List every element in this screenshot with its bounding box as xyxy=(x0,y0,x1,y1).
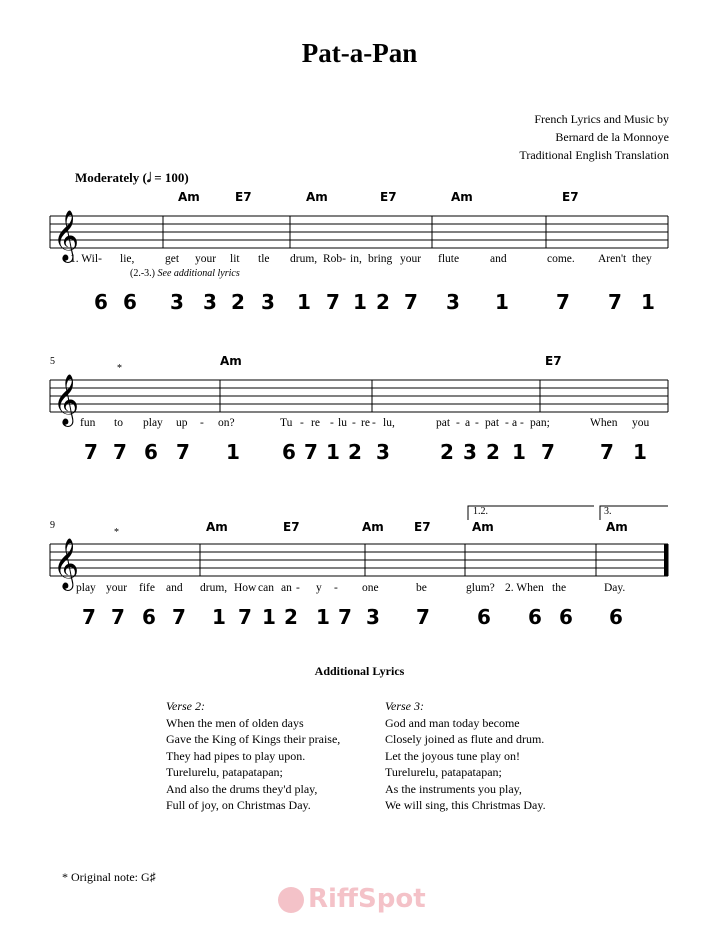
numbered-note: 2 xyxy=(284,605,298,629)
lyric-syllable: - xyxy=(330,417,334,429)
numbered-note: 3 xyxy=(170,290,184,314)
lyric-syllable: your xyxy=(400,253,422,265)
verse-3-line: We will sing, this Christmas Day. xyxy=(385,798,546,812)
numbered-note: 6 xyxy=(528,605,542,629)
lyric-syllable: Aren't xyxy=(598,253,627,265)
lyric-syllable: re xyxy=(311,417,320,429)
ending-3-label: 3. xyxy=(604,506,612,517)
chord-symbol: Am xyxy=(606,520,628,534)
lyric-syllable: drum, xyxy=(200,582,228,594)
verse-3-line: God and man today become xyxy=(385,715,520,730)
numbered-note: 7 xyxy=(172,605,186,629)
numbered-note: 2 xyxy=(440,440,454,464)
footnote: * Original note: G♯ xyxy=(62,870,156,884)
chord-symbol: E7 xyxy=(562,190,579,204)
treble-clef-icon: 𝄞 xyxy=(53,538,80,589)
verse-note xyxy=(130,268,240,279)
numbered-note: 7 xyxy=(608,290,622,314)
verse-2-line: They had pipes to play upon. xyxy=(166,748,306,763)
lyric-syllable: up xyxy=(176,417,188,429)
chord-symbol: E7 xyxy=(235,190,252,204)
logo-text: RiffSpot xyxy=(308,884,426,914)
verse-3-heading: Verse 3: xyxy=(385,699,424,713)
chord-symbol: E7 xyxy=(380,190,397,204)
numbered-note: 3 xyxy=(203,290,217,314)
numbered-note: 7 xyxy=(404,290,418,314)
treble-clef-icon: 𝄞 xyxy=(53,210,80,261)
final-barline xyxy=(664,544,668,576)
lyric-syllable: - xyxy=(200,417,204,429)
numbered-note: 6 xyxy=(94,290,108,314)
chord-symbol: Am xyxy=(362,520,384,534)
verse-3-line: As the instruments you play, xyxy=(385,781,522,796)
credit-line-3: Traditional English Translation xyxy=(519,148,669,162)
lyric-syllable: can xyxy=(258,582,274,594)
lyric-syllable: pan; xyxy=(530,417,550,429)
lyric-syllable: lu xyxy=(338,417,347,429)
lyric-syllable: be xyxy=(416,582,427,594)
numbered-note: 6 xyxy=(282,440,296,464)
additional-lyrics-title: Additional Lyrics xyxy=(314,664,405,678)
lyric-syllable: re xyxy=(361,417,370,429)
lyric-syllable: pat xyxy=(436,417,451,429)
asterisk-mark-1: * xyxy=(117,363,122,374)
numbered-note: 2 xyxy=(348,440,362,464)
numbered-note: 7 xyxy=(600,440,614,464)
tempo-label: Moderately xyxy=(75,170,140,185)
lyric-syllable: glum? xyxy=(466,582,495,594)
verse-note-italic: See additional lyrics xyxy=(157,268,240,279)
lyric-syllable: to xyxy=(114,417,123,429)
lyric-syllable: an xyxy=(281,582,292,594)
lyric-syllable: play xyxy=(143,417,163,429)
numbered-note: 7 xyxy=(82,605,96,629)
numbered-note: 6 xyxy=(123,290,137,314)
chord-symbol: Am xyxy=(472,520,494,534)
verse-3-line: Closely joined as flute and drum. xyxy=(385,732,545,746)
lyric-syllable: come. xyxy=(547,253,575,265)
numbered-note: 7 xyxy=(238,605,252,629)
lyric-syllable: - xyxy=(334,582,338,594)
tempo-mark: (𝅗𝅥 = 100) xyxy=(142,170,189,185)
verse-2-heading: Verse 2: xyxy=(166,699,205,713)
lyric-syllable: on? xyxy=(218,417,235,429)
lyric-syllable: and xyxy=(490,253,507,265)
verse-3-line: Turelurelu, patapatapan; xyxy=(385,765,502,779)
lyric-syllable: lu, xyxy=(383,417,395,429)
lyric-syllable: Tu xyxy=(280,417,293,429)
lyric-syllable: the xyxy=(552,582,567,594)
verse-2-line: And also the drums they'd play, xyxy=(166,781,318,796)
numbered-note: 7 xyxy=(304,440,318,464)
verse-2-line: When the men of olden days xyxy=(166,715,304,730)
lyric-syllable: - xyxy=(475,417,479,429)
numbered-note: 7 xyxy=(113,440,127,464)
numbered-note: 3 xyxy=(446,290,460,314)
lyric-syllable: - xyxy=(456,417,460,429)
lyric-syllable: your xyxy=(195,253,217,265)
lyric-syllable: flute xyxy=(438,253,460,265)
numbered-note: 7 xyxy=(84,440,98,464)
numbered-note: 3 xyxy=(261,290,275,314)
numbered-note: 7 xyxy=(176,440,190,464)
numbered-note: 7 xyxy=(556,290,570,314)
measure-number-9: 9 xyxy=(50,520,55,531)
lyric-syllable: in, xyxy=(350,253,362,265)
guitar-pick-icon xyxy=(278,887,304,913)
numbered-note: 6 xyxy=(477,605,491,629)
lyric-syllable: lit xyxy=(230,253,240,265)
numbered-note: 2 xyxy=(486,440,500,464)
numbered-note: 6 xyxy=(559,605,573,629)
numbered-note: 7 xyxy=(541,440,555,464)
verse-2-line: Full of joy, on Christmas Day. xyxy=(166,798,311,812)
numbered-note: 6 xyxy=(142,605,156,629)
lyric-syllable: - xyxy=(505,417,509,429)
lyric-syllable: they xyxy=(632,253,652,265)
numbered-note: 6 xyxy=(144,440,158,464)
numbered-note: 1 xyxy=(226,440,240,464)
chord-symbol: Am xyxy=(306,190,328,204)
chord-symbol: Am xyxy=(451,190,473,204)
lyric-syllable: your xyxy=(106,582,128,594)
staff-system-3 xyxy=(50,506,668,591)
asterisk-mark-2: * xyxy=(114,527,119,538)
chord-symbol: Am xyxy=(206,520,228,534)
lyric-syllable: 2. When xyxy=(505,582,544,594)
lyric-syllable: Rob- xyxy=(323,253,346,265)
numbered-note: 1 xyxy=(262,605,276,629)
numbered-note: 3 xyxy=(366,605,380,629)
lyric-syllable: lie, xyxy=(120,253,135,265)
lyric-syllable: tle xyxy=(258,253,270,265)
numbered-note: 7 xyxy=(338,605,352,629)
numbered-note: 3 xyxy=(463,440,477,464)
lyric-syllable: How xyxy=(234,582,257,594)
numbered-note: 1 xyxy=(212,605,226,629)
lyric-syllable: - xyxy=(300,417,304,429)
lyric-syllable: bring xyxy=(368,253,393,265)
verse-3-block xyxy=(385,698,546,814)
credit-line-1: French Lyrics and Music by xyxy=(534,112,669,126)
chord-symbol: E7 xyxy=(283,520,300,534)
lyric-syllable: 1. Wil- xyxy=(70,253,102,265)
numbered-note: 1 xyxy=(353,290,367,314)
numbered-note: 3 xyxy=(376,440,390,464)
lyric-syllable: and xyxy=(166,582,183,594)
numbered-note: 1 xyxy=(326,440,340,464)
verse-note-number: (2.-3.) xyxy=(130,268,155,279)
numbered-note: 7 xyxy=(326,290,340,314)
verse-2-line: Gave the King of Kings their praise, xyxy=(166,732,341,746)
lyric-syllable: - xyxy=(372,417,376,429)
lyric-syllable: Day. xyxy=(604,582,626,594)
credit-line-2: Bernard de la Monnoye xyxy=(555,130,669,144)
numbered-note: 1 xyxy=(633,440,647,464)
treble-clef-icon: 𝄞 xyxy=(53,374,80,425)
lyric-syllable: you xyxy=(632,417,650,429)
measure-number-5: 5 xyxy=(50,356,55,367)
lyric-syllable: When xyxy=(590,417,618,429)
verse-2-line: Turelurelu, patapatapan; xyxy=(166,765,283,779)
lyric-syllable: a xyxy=(512,417,518,429)
lyric-syllable: pat xyxy=(485,417,500,429)
lyric-syllable: fun xyxy=(80,417,96,429)
riffspot-logo xyxy=(278,884,426,914)
numbered-note: 7 xyxy=(111,605,125,629)
numbered-note: 1 xyxy=(512,440,526,464)
numbered-note: 2 xyxy=(376,290,390,314)
verse-2-block xyxy=(166,698,340,814)
numbered-note: 1 xyxy=(316,605,330,629)
numbered-note: 7 xyxy=(416,605,430,629)
lyric-syllable: fife xyxy=(139,582,155,594)
chord-symbol: E7 xyxy=(545,354,562,368)
numbered-note: 2 xyxy=(231,290,245,314)
chord-symbol: Am xyxy=(220,354,242,368)
lyric-syllable: one xyxy=(362,582,379,594)
ending-1-label: 1.2. xyxy=(473,506,488,517)
chord-symbol: Am xyxy=(178,190,200,204)
page-title: Pat-a-Pan xyxy=(301,38,418,68)
chord-symbol: E7 xyxy=(414,520,431,534)
numbered-note: 1 xyxy=(641,290,655,314)
numbered-note: 6 xyxy=(609,605,623,629)
lyric-syllable: - xyxy=(352,417,356,429)
lyric-syllable: a xyxy=(465,417,471,429)
lyric-syllable: - xyxy=(296,582,300,594)
numbered-note: 1 xyxy=(297,290,311,314)
lyric-syllable: play xyxy=(76,582,96,594)
verse-3-line: Let the joyous tune play on! xyxy=(385,748,520,763)
numbered-note: 1 xyxy=(495,290,509,314)
lyric-syllable: y xyxy=(316,582,322,594)
lyric-syllable: drum, xyxy=(290,253,318,265)
lyric-syllable: - xyxy=(520,417,524,429)
lyric-syllable: get xyxy=(165,253,180,265)
